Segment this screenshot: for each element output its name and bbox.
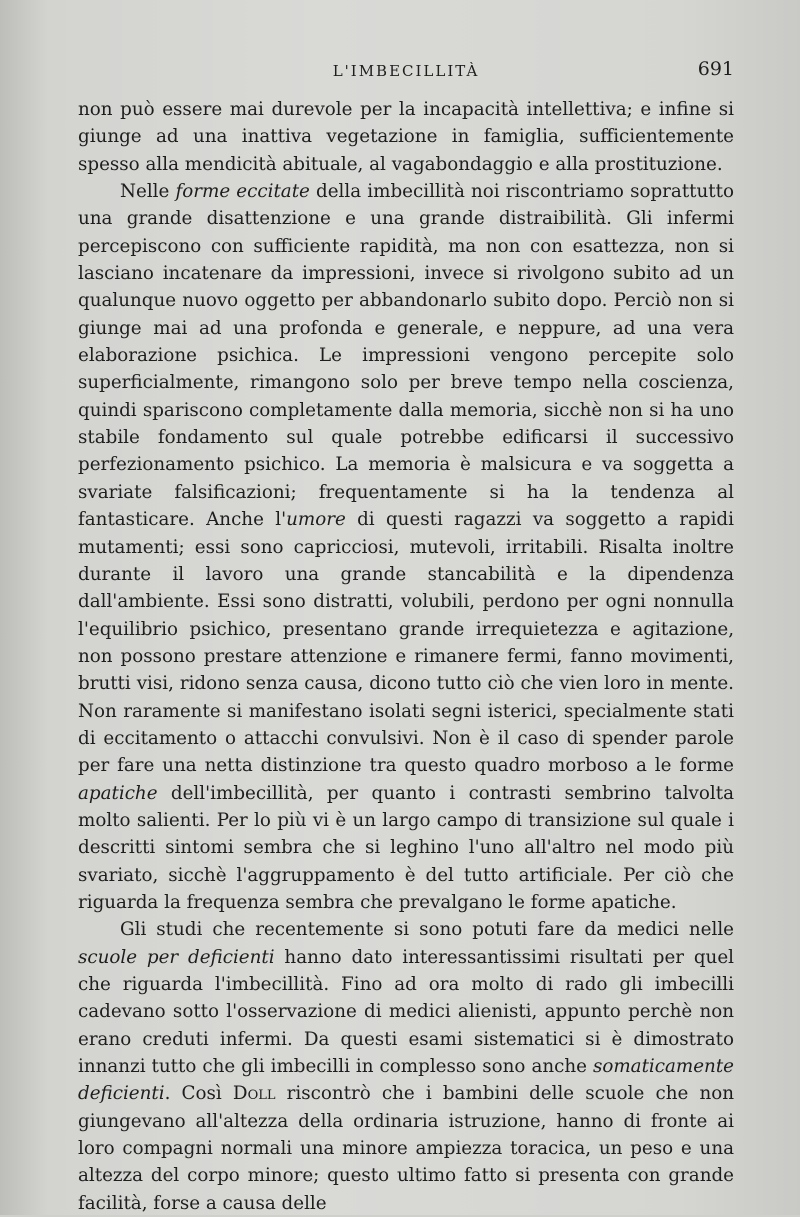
- text-run: Gli studi che recentemente si sono potuti fare da medici nelle: [120, 919, 734, 941]
- italic-term: umore: [286, 509, 346, 531]
- text-run: non può essere mai durevole per la incapacità intellettiva; e infine si giunge ad una inattiva vegetazione in famiglia, sufficientemente spesso alla mendicità abituale, al vagabondaggio e alla prostituzione.: [78, 99, 734, 175]
- paragraph: [78, 96, 734, 178]
- paragraph: [78, 178, 734, 916]
- italic-term: somaticamente deficienti: [78, 1056, 734, 1105]
- text-run: della imbecillità noi riscontriamo soprattutto una grande disattenzione e una grande distraibilità. Gli infermi percepiscono con sufficiente rapidità, ma non con esattezza, non si lasciano incatenare da impressioni, invece si rivolgono subito ad un qualunque nuovo oggetto per abbandonarlo subito dopo. Perciò non si giunge mai ad una profonda e generale, e neppure, ad una vera elaborazione psichica. Le impressioni vengono percepite solo superficialmente, rimangono solo per breve tempo nella coscienza, quindi spariscono completamente dalla memoria, sicchè non si ha uno stabile fondamento sul quale potrebbe edificarsi il successivo perfezionamento psichico. La memoria è malsicura e va soggetta a svariate falsificazioni; frequentamente si ha la tendenza al fantasticare. Anche l': [78, 181, 734, 531]
- italic-term: forme eccitate: [175, 181, 310, 203]
- author-name: Doll: [232, 1083, 276, 1105]
- page-header: [78, 58, 734, 88]
- text-run: riscontrò che i bambini delle scuole che non giungevano all'altezza della ordinaria istruzione, hanno di fronte ai loro compagni normali una minore ampiezza toracica, un peso e una altezza del corpo minore; questo ultimo fatto si presenta con grande facilità, forse a causa delle: [78, 1083, 735, 1214]
- text-run: di questi ragazzi va soggetto a rapidi mutamenti; essi sono capricciosi, mutevoli, irritabili. Risalta inoltre durante il lavoro una grande stancabilità e la dipendenza dall'ambiente. Essi sono distratti, volubili, perdono per ogni nonnulla l'equilibrio psichico, presentano grande irrequietezza e agitazione, non possono prestare attenzione e rimanere fermi, fanno movimenti, brutti visi, ridono senza causa, dicono tutto ciò che vien loro in mente. Non raramente si manifestano isolati segni isterici, specialmente stati di eccitamento o attacchi convulsivi. Non è il caso di spender parole per fare una netta distinzione tra questo quadro morboso a le forme: [78, 509, 734, 777]
- paragraph: [78, 916, 734, 1217]
- text-run: dell'imbecillità, per quanto i contrasti sembrino talvolta molto salienti. Per lo più vi è un largo campo di transizione sul quale i descritti sintomi sembra che si leghino l'uno all'altro nel modo più svariato, sicchè l'aggruppamento è del tutto artificiale. Per ciò che riguarda la frequenza sembra che prevalgano le forme apatiche.: [78, 782, 734, 913]
- running-title: L'IMBECILLITÀ: [332, 62, 480, 80]
- text-run: . Così: [164, 1083, 233, 1105]
- italic-term: apatiche: [78, 782, 158, 804]
- text-run: Nelle: [120, 181, 176, 203]
- text-run: hanno dato interessantissimi risultati per quel che riguarda l'imbecillità. Fino ad ora molto di rado gli imbecilli cadevano sotto l'osservazione di medici alienisti, appunto perchè non erano creduti infermi. Da questi esami sistematici si è dimostrato innanzi tutto che gli imbecilli in complesso sono anche: [78, 946, 734, 1078]
- body-text: [78, 96, 734, 1217]
- page-number: 691: [697, 58, 734, 80]
- italic-term: scuole per deficienti: [78, 946, 275, 968]
